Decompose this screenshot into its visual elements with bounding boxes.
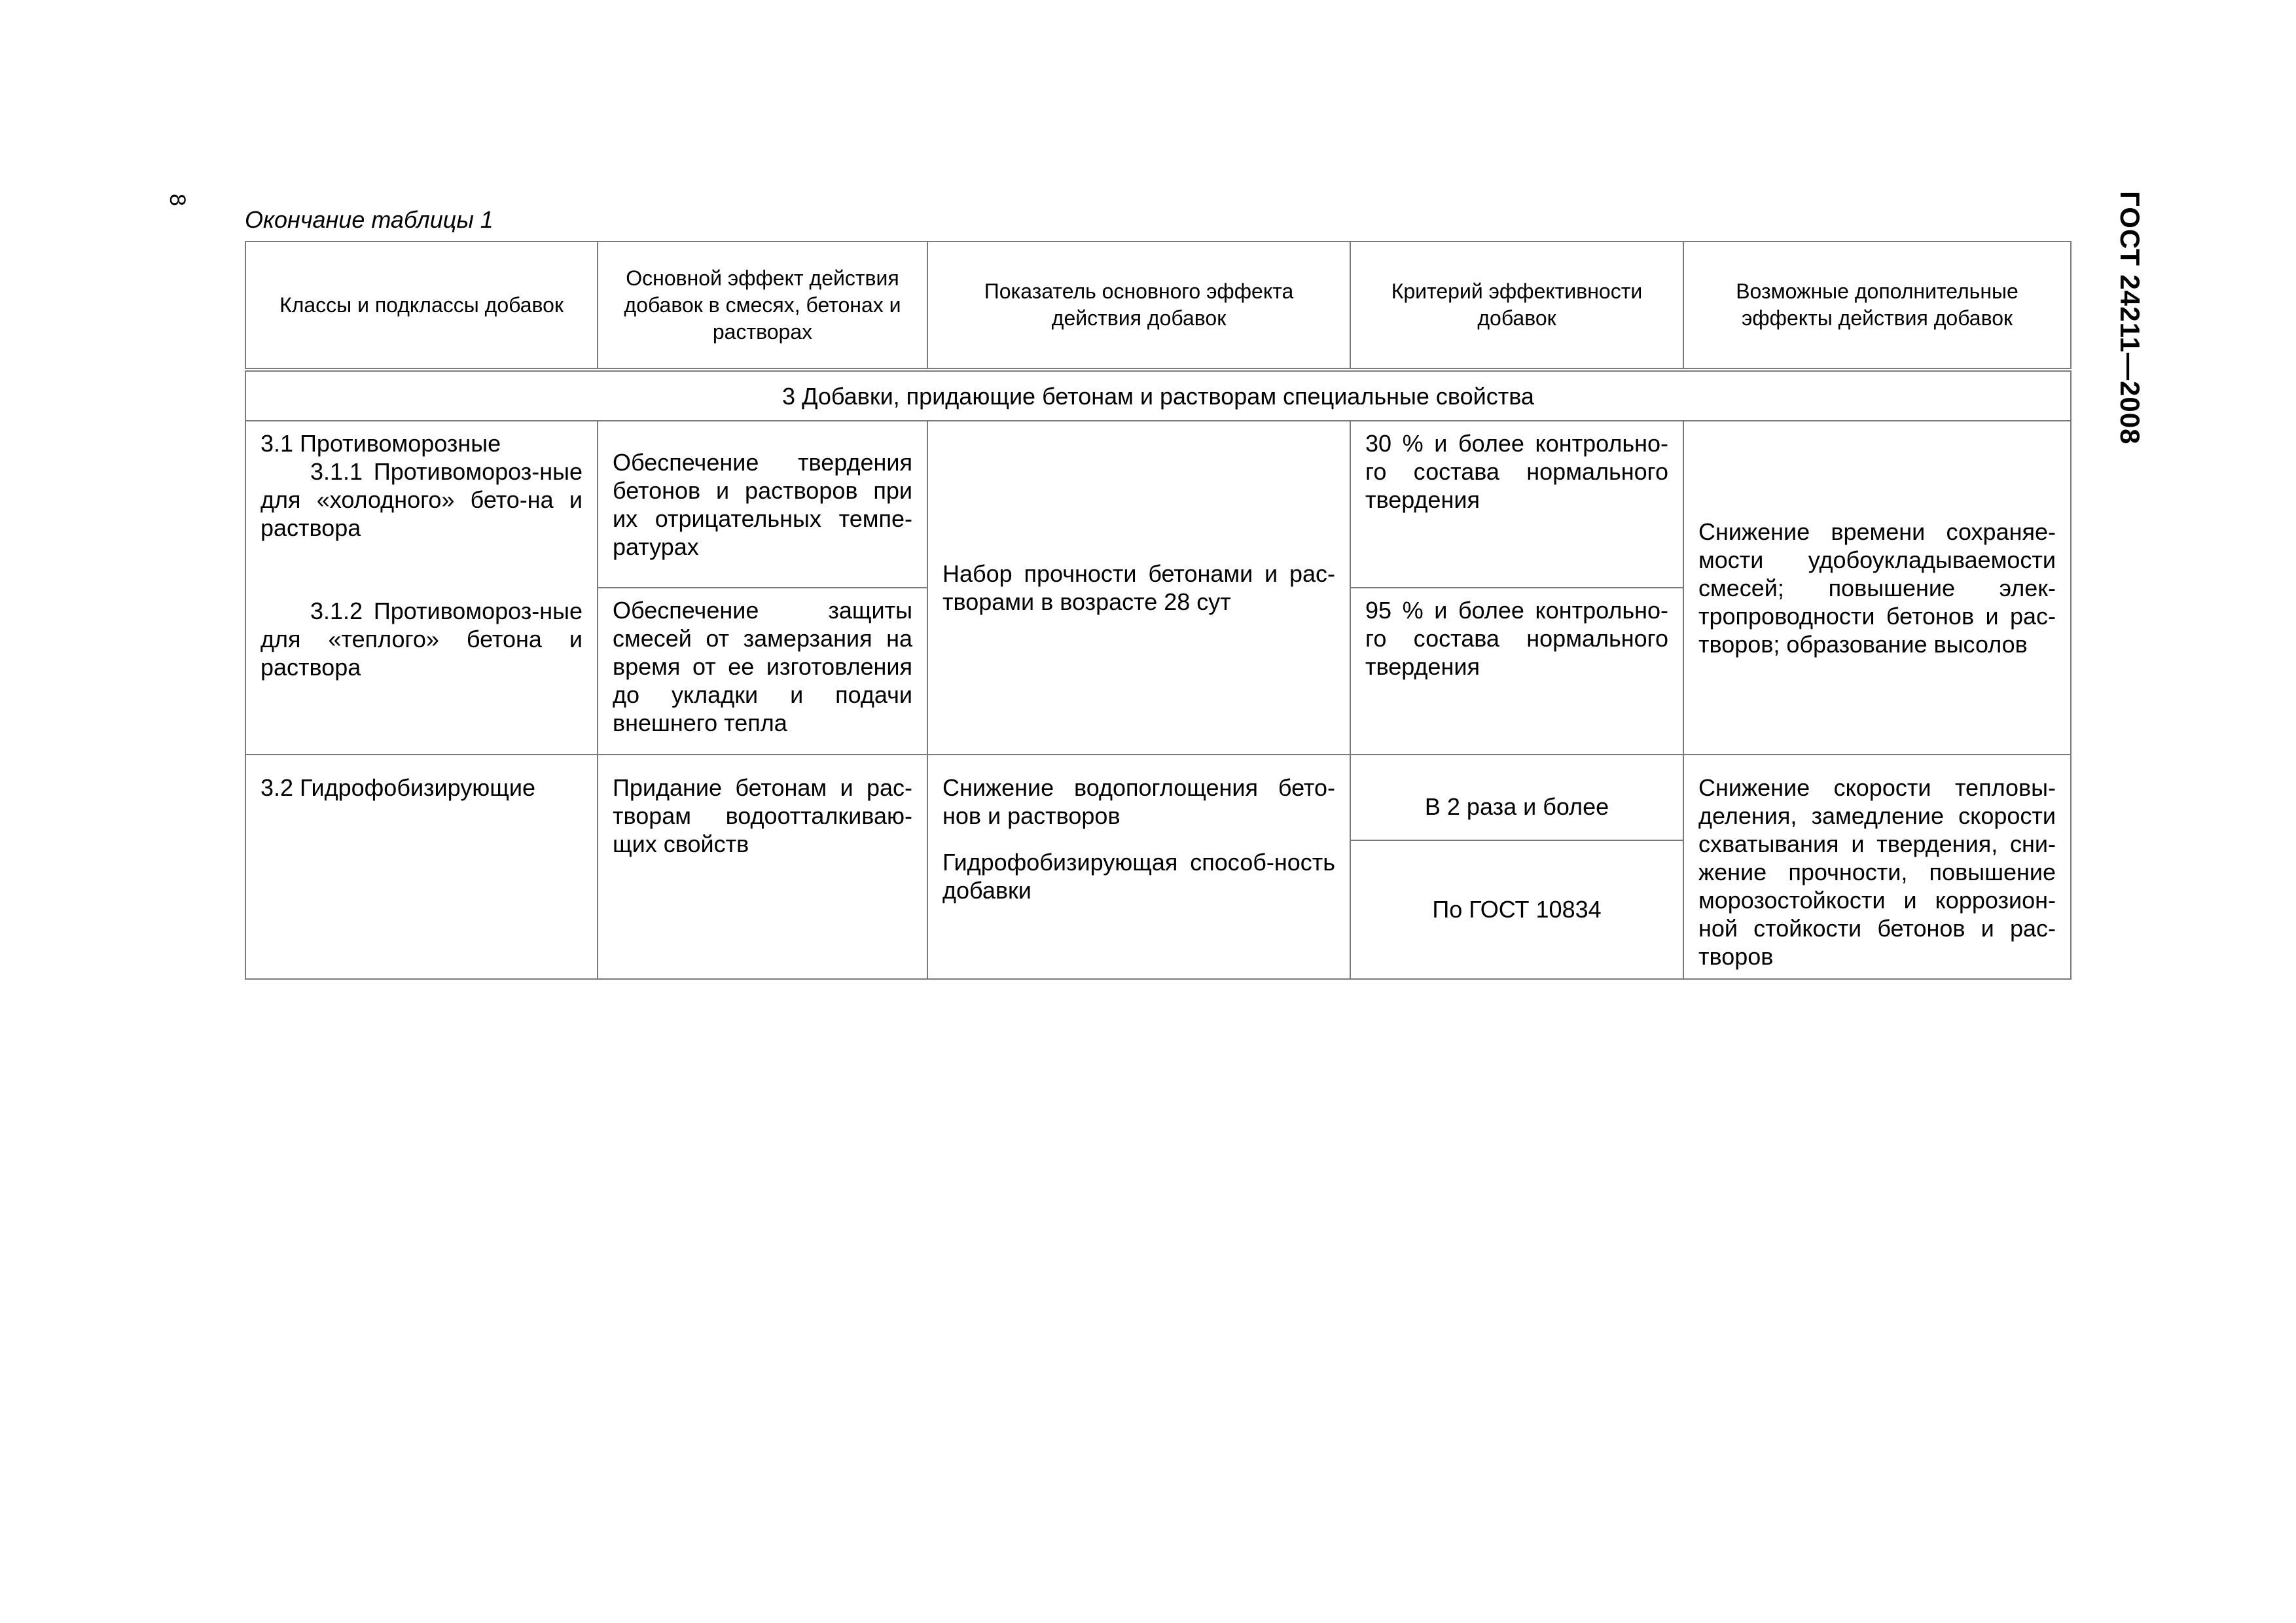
indicator-3-2-hydrophobic-ability: Гидрофобизирующая способ-ность добавки [942, 849, 1335, 904]
section-title: 3 Добавки, придающие бетонам и растворам специальные свойства [245, 370, 2071, 421]
header-indicator: Показатель основного эффекта действия добавок [927, 241, 1350, 370]
cell-criterion-3-1-1: 30 % и более контрольно-го состава нормального твердения [1350, 421, 1683, 588]
subclass-3-1-2: 3.1.2 Противомороз-ные для «теплого» бетона и раствора [260, 597, 583, 681]
cell-effect-3-1-2: Обеспечение защиты смесей от замерзания на время от ее изготовления до укладки и подачи внешнего тепла [598, 588, 927, 755]
cell-effect-3-1-1: Обеспечение твердения бетонов и растворов при их отрицательных темпе-ратурах [598, 421, 927, 588]
cell-indicator-3-2 [927, 755, 1350, 979]
table-row [245, 421, 2071, 588]
standard-designation: ГОСТ 24211—2008 [2115, 191, 2145, 445]
header-criterion: Критерий эффективности добавок [1350, 241, 1683, 370]
section-row [245, 370, 2071, 421]
cell-indicator-3-1: Набор прочности бетонами и рас-творами в возрасте 28 сут [927, 421, 1350, 755]
cell-additional-3-1: Снижение времени сохраняе-мости удобоукладываемости смесей; повышение элек-тропроводности бетонов и рас-творов; образование высолов [1683, 421, 2071, 755]
indicator-3-2-water-absorption: Снижение водопоглощения бето-нов и растворов [942, 774, 1335, 829]
table-header-row [245, 241, 2071, 370]
class-3-1-title: 3.1 Противоморозные [260, 430, 501, 457]
table-caption: Окончание таблицы 1 [245, 206, 493, 233]
cell-class-3-1 [245, 421, 598, 755]
cell-additional-3-2: Снижение скорости тепловы-деления, замедление скорости схватывания и твердения, сни-жение прочности, повышение морозостойкости и коррозион-ной стойкости бетонов и рас-творов [1683, 755, 2071, 979]
header-classes: Классы и подклассы добавок [245, 241, 598, 370]
subclass-3-1-1: 3.1.1 Противомороз-ные для «холодного» бето-на и раствора [260, 458, 583, 541]
cell-effect-3-2: Придание бетонам и рас-творам водоотталкиваю-щих свойств [598, 755, 927, 979]
additives-table [245, 241, 2072, 980]
cell-criterion-3-2-2: По ГОСТ 10834 [1350, 840, 1683, 979]
cell-criterion-3-2-1: В 2 раза и более [1350, 755, 1683, 840]
header-additional-effects: Возможные дополнительные эффекты действия добавок [1683, 241, 2071, 370]
page-number: 8 [165, 194, 190, 206]
header-main-effect: Основной эффект действия добавок в смесях, бетонах и растворах [598, 241, 927, 370]
table-row [245, 755, 2071, 840]
cell-class-3-2: 3.2 Гидрофобизирующие [245, 755, 598, 979]
cell-criterion-3-1-2: 95 % и более контрольно-го состава нормального твердения [1350, 588, 1683, 755]
